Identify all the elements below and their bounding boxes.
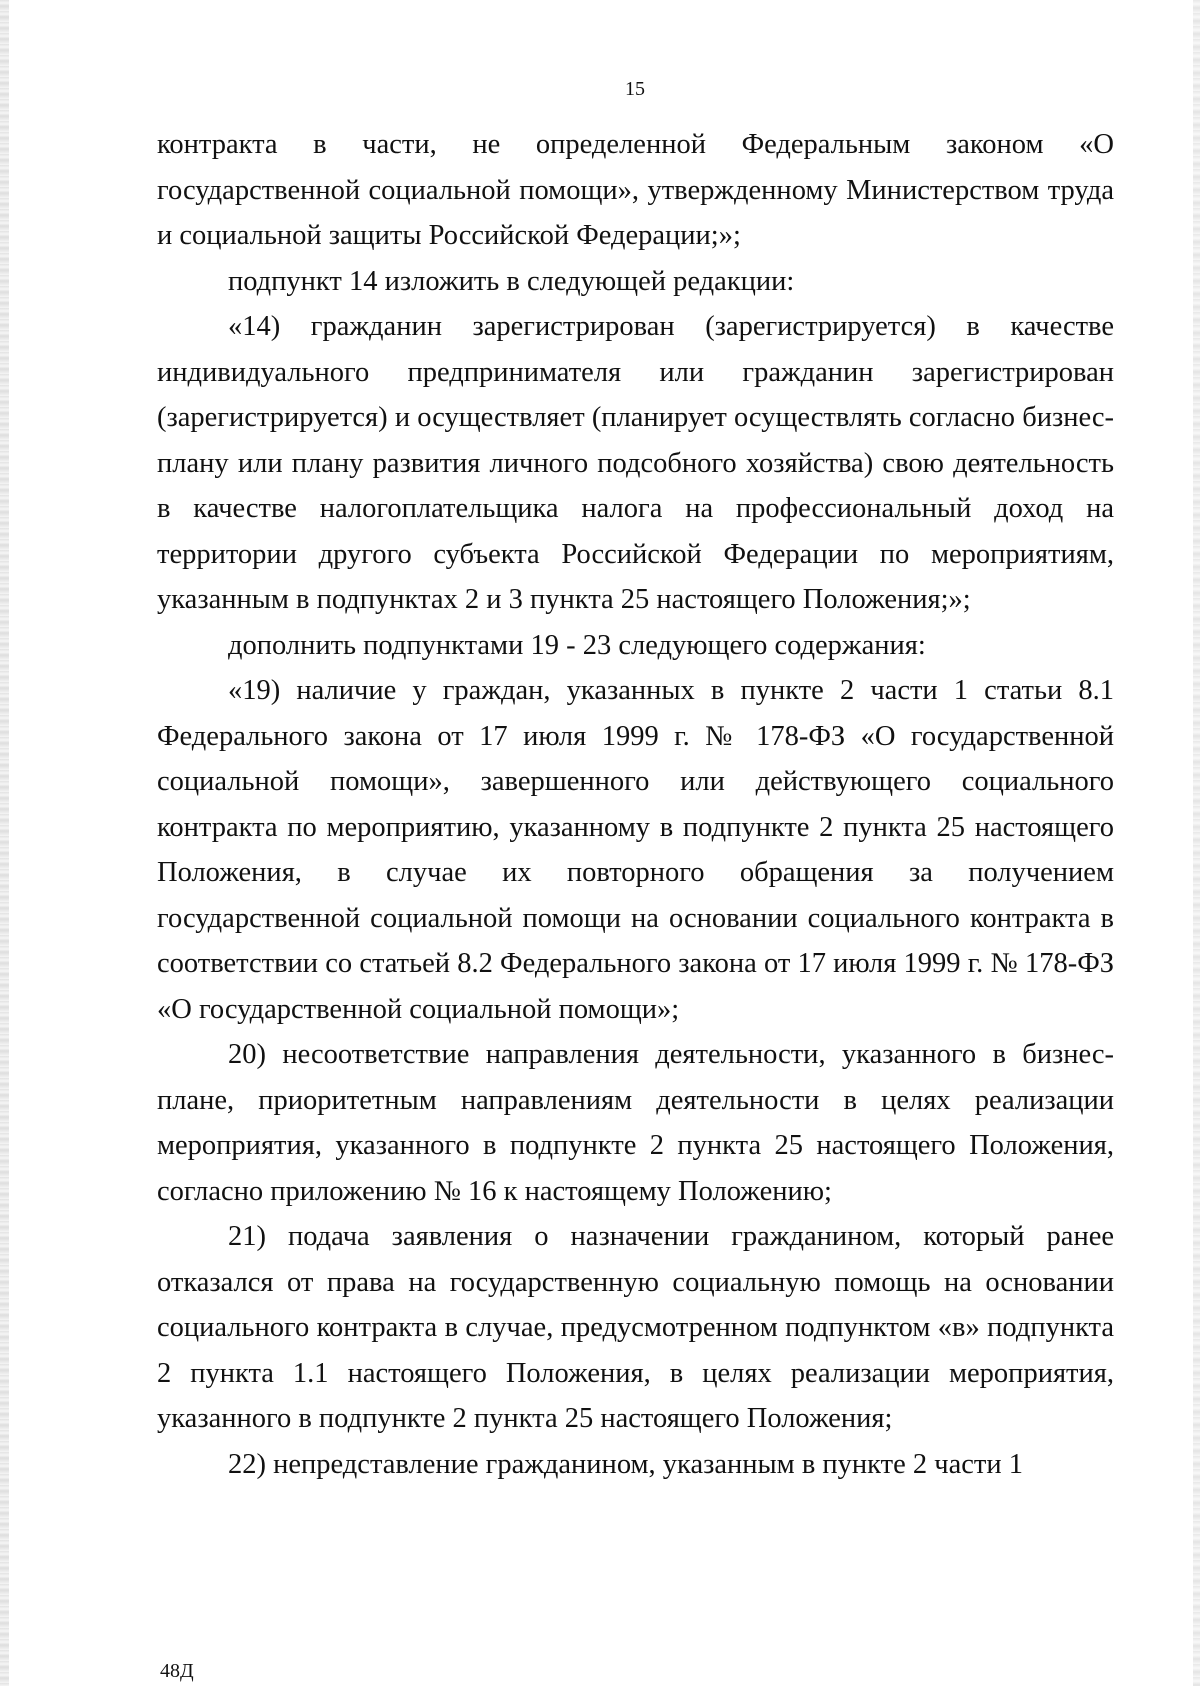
paragraph-subitem-19: «19) наличие у граждан, указанных в пункте 2 части 1 статьи 8.1 Федерального закона от 17 июля 1999 г. № 178-ФЗ «О государственной социальной помощи», завершенного или действующего социального контракта по мероприятию, указанному в подпункте 2 пункта 25 настоящего Положения, в случае их повторного обращения за получением государственной социальной помощи на основании социального контракта в соответствии со статьей 8.2 Федерального закона от 17 июля 1999 г. № 178-ФЗ «О государственной социальной помощи»; [157, 675, 1114, 1025]
scan-edge-right [1193, 0, 1200, 1686]
scan-edge-left [0, 0, 9, 1686]
footer-document-code: 48Д [160, 1660, 194, 1682]
paragraph-contract-part: контракта в части, не определенной Федеральным законом «О государственной социальной помощи», утвержденному Министерством труда и социальной защиты Российской Федерации;»; [157, 129, 1114, 251]
paragraph-subitem-14: «14) гражданин зарегистрирован (зарегистрируется) в качестве индивидуального предпринимателя или гражданин зарегистрирован (зарегистрируется) и осуществляет (планирует осуществлять согласно бизнес-плану или плану развития личного подсобного хозяйства) свою деятельность в качестве налогоплательщика налога на профессиональный доход на территории другого субъекта Российской Федерации по мероприятиям, указанным в подпунктах 2 и 3 пункта 25 настоящего Положения;»; [157, 311, 1114, 615]
paragraph-subitem-20: 20) несоответствие направления деятельности, указанного в бизнес-плане, приоритетным направлениям деятельности в целях реализации мероприятия, указанного в подпункте 2 пункта 25 настоящего Положения, согласно приложению № 16 к настоящему Положению; [157, 1039, 1114, 1207]
paragraph-supplement-intro: дополнить подпунктами 19 - 23 следующего содержания: [228, 629, 926, 661]
paragraph-subitem-21: 21) подача заявления о назначении гражданином, который ранее отказался от права на государственную социальную помощь на основании социального контракта в случае, предусмотренном подпунктом «в» подпункта 2 пункта 1.1 настоящего Положения, в целях реализации мероприятия, указанного в подпункте 2 пункта 25 настоящего Положения; [157, 1221, 1114, 1434]
document-body [157, 122, 1114, 1487]
page-number: 15 [625, 78, 645, 100]
paragraph-subitem-14-intro: подпункт 14 изложить в следующей редакции: [228, 265, 795, 297]
paragraph-subitem-22: 22) непредставление гражданином, указанным в пункте 2 части 1 [228, 1448, 1023, 1480]
